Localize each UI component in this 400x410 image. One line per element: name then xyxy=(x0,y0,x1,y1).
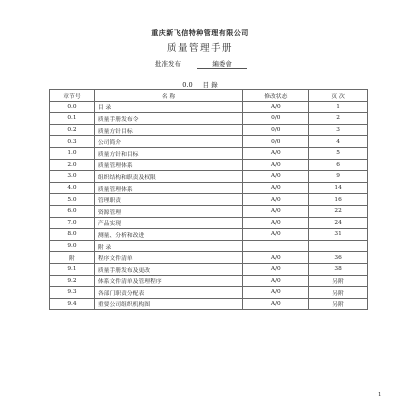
toc-chapter-cell: 1.0 xyxy=(50,147,95,159)
toc-name-cell: 公司简介 xyxy=(94,136,243,148)
toc-row xyxy=(50,194,368,206)
toc-revision-cell: A/0 xyxy=(243,147,309,159)
approval-label: 批准发布 xyxy=(155,60,181,68)
toc-row xyxy=(50,205,368,217)
toc-chapter-cell: 9.1 xyxy=(50,263,95,275)
toc-chapter-cell: 8.0 xyxy=(50,229,95,241)
approval-line xyxy=(155,59,247,69)
toc-chapter-cell: 4.0 xyxy=(50,182,95,194)
toc-name-cell: 质量管理体系 xyxy=(94,159,243,171)
toc-row xyxy=(50,136,368,148)
toc-page-cell: 4 xyxy=(309,136,368,148)
toc-chapter-cell: 3.0 xyxy=(50,171,95,183)
toc-row xyxy=(50,159,368,171)
toc-revision-cell: A/0 xyxy=(243,217,309,229)
toc-row xyxy=(50,101,368,113)
toc-chapter-cell: 9.3 xyxy=(50,287,95,299)
toc-page-cell: 22 xyxy=(309,205,368,217)
toc-revision-cell: A/0 xyxy=(243,159,309,171)
toc-chapter-cell: 2.0 xyxy=(50,159,95,171)
toc-revision-cell: A/0 xyxy=(243,263,309,275)
toc-revision-cell: A/0 xyxy=(243,182,309,194)
toc-revision-cell: A/0 xyxy=(243,205,309,217)
header-revision: 修改状态 xyxy=(243,90,309,102)
page-number: 1 xyxy=(378,392,382,398)
toc-name-cell: 资源管理 xyxy=(94,205,243,217)
toc-number: 0.0 xyxy=(182,81,193,89)
toc-name-cell: 各部门职责分配表 xyxy=(94,287,243,299)
toc-row xyxy=(50,275,368,287)
toc-chapter-cell: 5.0 xyxy=(50,194,95,206)
toc-row xyxy=(50,252,368,264)
toc-name-cell: 组织结构和职责及权限 xyxy=(94,171,243,183)
toc-row xyxy=(50,217,368,229)
toc-page-cell: 36 xyxy=(309,252,368,264)
toc-row xyxy=(50,240,368,252)
toc-revision-cell: A/0 xyxy=(243,252,309,264)
toc-page-cell: 16 xyxy=(309,194,368,206)
toc-name-cell: 质量方针目标 xyxy=(94,124,243,136)
toc-row xyxy=(50,147,368,159)
toc-name-cell: 质量方针和目标 xyxy=(94,147,243,159)
toc-revision-cell: A/0 xyxy=(243,101,309,113)
company-name: 重庆新飞信特种管理有限公司 xyxy=(151,28,249,37)
toc-revision-cell: 0/0 xyxy=(243,113,309,125)
toc-chapter-cell: 9.2 xyxy=(50,275,95,287)
toc-revision-cell xyxy=(243,240,309,252)
toc-name-cell: 重要公司组织机构图 xyxy=(94,298,243,310)
toc-name-cell: 程序文件清单 xyxy=(94,252,243,264)
toc-page-cell: 1 xyxy=(309,101,368,113)
toc-revision-cell: A/0 xyxy=(243,298,309,310)
toc-name-cell: 附 录 xyxy=(94,240,243,252)
toc-page-cell: 14 xyxy=(309,182,368,194)
toc-chapter-cell: 0.1 xyxy=(50,113,95,125)
toc-chapter-cell: 9.4 xyxy=(50,298,95,310)
approval-value: 編委會 xyxy=(197,59,247,69)
toc-chapter-cell: 0.0 xyxy=(50,101,95,113)
toc-name-cell: 管理职责 xyxy=(94,194,243,206)
toc-page-cell: 另附 xyxy=(309,275,368,287)
toc-page-cell: 24 xyxy=(309,217,368,229)
toc-page-cell: 2 xyxy=(309,113,368,125)
toc-revision-cell: A/0 xyxy=(243,229,309,241)
toc-chapter-cell: 0.3 xyxy=(50,136,95,148)
toc-row xyxy=(50,182,368,194)
header-name: 名 称 xyxy=(94,90,243,102)
toc-row xyxy=(50,263,368,275)
toc-name-cell: 产品实现 xyxy=(94,217,243,229)
toc-revision-cell: 0/0 xyxy=(243,124,309,136)
toc-table xyxy=(49,89,368,310)
toc-heading xyxy=(0,80,400,89)
toc-heading-text: 目 錄 xyxy=(202,81,218,89)
toc-row xyxy=(50,113,368,125)
toc-chapter-cell: 6.0 xyxy=(50,205,95,217)
toc-revision-cell: A/0 xyxy=(243,287,309,299)
toc-page-cell: 31 xyxy=(309,229,368,241)
toc-body xyxy=(50,101,368,310)
toc-name-cell: 质量手册发布及更改 xyxy=(94,263,243,275)
toc-page-cell: 另附 xyxy=(309,298,368,310)
header-page: 页 次 xyxy=(309,90,368,102)
toc-page-cell: 6 xyxy=(309,159,368,171)
toc-page-cell: 另附 xyxy=(309,287,368,299)
toc-name-cell: 测量、分析和改进 xyxy=(94,229,243,241)
toc-chapter-cell: 0.2 xyxy=(50,124,95,136)
toc-chapter-cell: 9.0 xyxy=(50,240,95,252)
toc-name-cell: 质量管理体系 xyxy=(94,182,243,194)
toc-header-row xyxy=(50,90,368,102)
toc-revision-cell: A/0 xyxy=(243,275,309,287)
toc-row xyxy=(50,298,368,310)
toc-name-cell: 质量手册发布令 xyxy=(94,113,243,125)
toc-page-cell xyxy=(309,240,368,252)
toc-revision-cell: A/0 xyxy=(243,194,309,206)
document-title: 质量管理手册 xyxy=(166,43,233,54)
toc-page-cell: 38 xyxy=(309,263,368,275)
toc-row xyxy=(50,229,368,241)
toc-revision-cell: A/0 xyxy=(243,171,309,183)
toc-page-cell: 9 xyxy=(309,171,368,183)
toc-chapter-cell: 附 xyxy=(50,252,95,264)
toc-name-cell: 目 录 xyxy=(94,101,243,113)
toc-page-cell: 3 xyxy=(309,124,368,136)
toc-name-cell: 体系文件清单及管理程序 xyxy=(94,275,243,287)
toc-row xyxy=(50,171,368,183)
header-chapter: 章节号 xyxy=(50,90,95,102)
toc-row xyxy=(50,287,368,299)
toc-page-cell: 5 xyxy=(309,147,368,159)
toc-row xyxy=(50,124,368,136)
toc-revision-cell: 0/0 xyxy=(243,136,309,148)
toc-chapter-cell: 7.0 xyxy=(50,217,95,229)
